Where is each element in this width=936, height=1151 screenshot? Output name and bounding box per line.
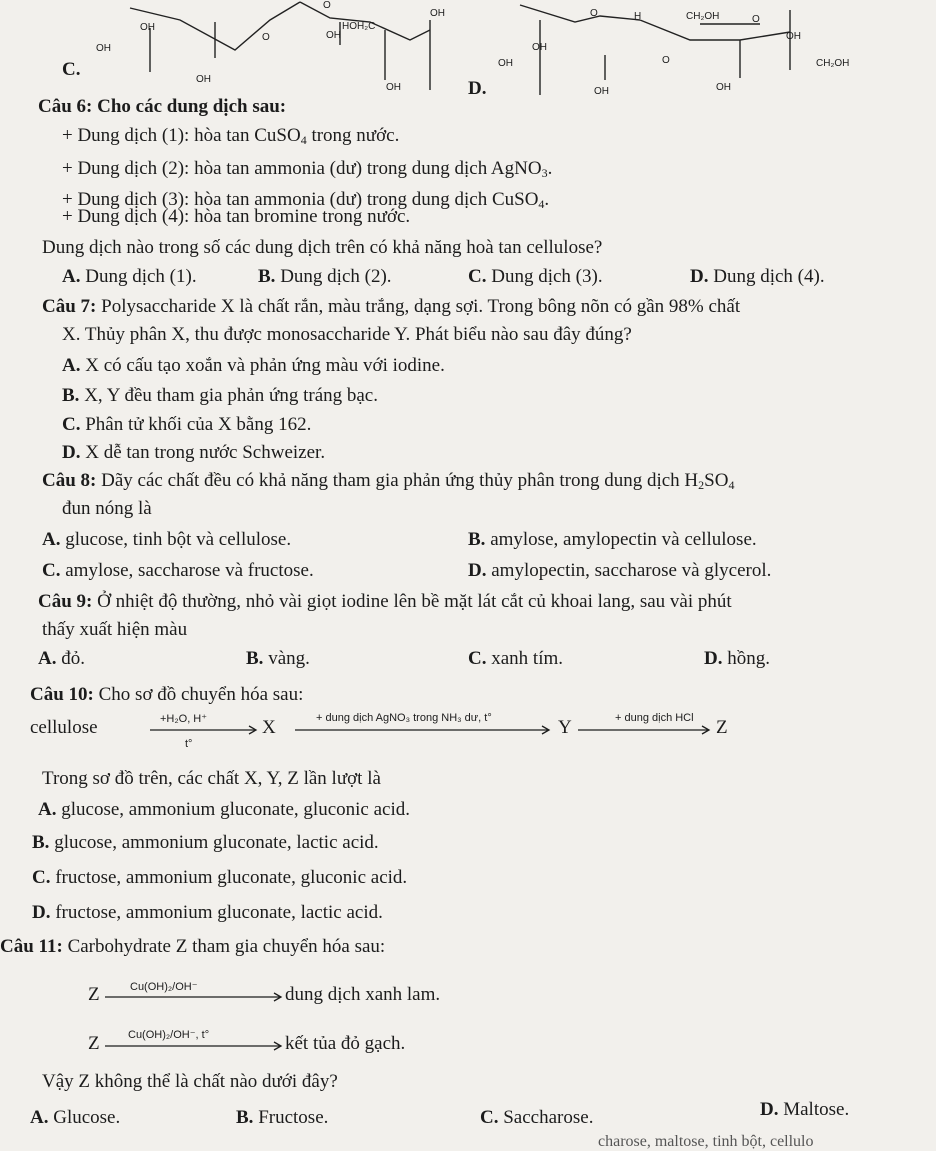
q6-title: Câu 6: <box>38 96 93 117</box>
option-text: hồng. <box>727 648 770 669</box>
q11-question: Vậy Z không thể là chất nào dưới đây? <box>42 1071 338 1092</box>
option-label: D. <box>468 560 487 581</box>
q7-line1-text: Polysaccharide X là chất rắn, màu trắng, dạng sợi. Trong bông nõn có gần 98% chất <box>101 296 741 317</box>
structure-c-oh-3: OH <box>196 74 211 85</box>
scheme-z: Z <box>716 717 728 738</box>
option-text: X có cấu tạo xoắn và phản ứng màu với iodine. <box>85 355 445 376</box>
option-label: D. <box>690 266 709 287</box>
q7-option-d[interactable] <box>62 442 325 464</box>
q11-heading <box>0 936 385 958</box>
structure-c-oh-6: OH <box>386 82 401 93</box>
option-label: C. <box>468 266 487 287</box>
q6-option-c[interactable] <box>468 266 603 288</box>
arrow-5 <box>105 1042 281 1050</box>
option-label: A. <box>30 1107 49 1128</box>
option-label: B. <box>32 832 50 853</box>
q10-question: Trong sơ đồ trên, các chất X, Y, Z lần lượt là <box>42 768 381 789</box>
option-text: Glucose. <box>53 1107 121 1128</box>
q8-h2so4-sub2: 4 <box>728 478 735 492</box>
q6-item-2-sub: 3 <box>541 166 548 180</box>
option-text: glucose, tinh bột và cellulose. <box>65 529 292 550</box>
structure-d-oh-3: OH <box>498 58 513 69</box>
structure-c-hoh2c: HOH₂C <box>342 21 376 32</box>
q11-option-d[interactable] <box>760 1099 849 1121</box>
q6-stem: Cho các dung dịch sau: <box>97 96 287 117</box>
option-label: D. <box>760 1099 779 1120</box>
q6-item-1-sub: 4 <box>300 133 307 147</box>
q7-option-a[interactable] <box>62 355 445 377</box>
q8-line-1 <box>42 470 734 492</box>
q9-line1-text: Ở nhiệt độ thường, nhỏ vài giọt iodine lên bề mặt lát cắt củ khoai lang, sau vài phút <box>97 591 732 612</box>
option-text: Fructose. <box>258 1107 329 1128</box>
q10-option-b[interactable] <box>32 832 379 854</box>
q6-heading <box>38 96 286 118</box>
q7-option-b[interactable] <box>62 385 378 407</box>
option-text: fructose, ammonium gluconate, gluconic acid. <box>55 867 408 888</box>
option-text: fructose, ammonium gluconate, lactic acid. <box>55 902 383 923</box>
option-label: A. <box>62 266 81 287</box>
scheme-arrow1-bottom: t° <box>185 738 193 750</box>
structure-d-oh-1: OH <box>532 42 547 53</box>
option-text: Dung dịch (1). <box>85 266 197 287</box>
q8-option-a[interactable] <box>42 529 291 551</box>
q6-item-3-text: + Dung dịch (3): hòa tan ammonia (dư) trong dung dịch CuSO <box>62 189 539 210</box>
q10-option-a[interactable] <box>38 799 410 821</box>
arrow-1 <box>150 726 256 734</box>
option-label: A. <box>42 529 61 550</box>
q6-item-1 <box>62 125 399 147</box>
q10-option-d[interactable] <box>32 902 383 924</box>
option-label: B. <box>246 648 264 669</box>
option-label: B. <box>258 266 276 287</box>
structure-c-oh-4: OH <box>326 30 341 41</box>
option-text: Dung dịch (3). <box>491 266 603 287</box>
option-label: B. <box>62 385 80 406</box>
q6-item-4-text: + Dung dịch (4): hòa tan bromine trong nước. <box>62 206 411 227</box>
structure-d-o-3: O <box>662 55 670 66</box>
q6-item-2-tail: . <box>547 158 553 179</box>
q9-line-2: thấy xuất hiện màu <box>42 619 188 640</box>
scheme-arrow3-top: + dung dịch HCl <box>615 712 694 724</box>
q8-title: Câu 8: <box>42 470 97 491</box>
option-text: Saccharose. <box>503 1107 594 1128</box>
q8-line-2: đun nóng là <box>62 498 152 519</box>
option-text: amylopectin, saccharose và glycerol. <box>491 560 772 581</box>
structure-d-oh-4: OH <box>594 86 609 97</box>
option-text: X, Y đều tham gia phản ứng tráng bạc. <box>84 385 378 406</box>
q7-title: Câu 7: <box>42 296 97 317</box>
option-text: vàng. <box>268 648 310 669</box>
option-label: C. <box>468 648 487 669</box>
structure-c-o-2: O <box>323 0 331 11</box>
structure-c-oh-2: OH <box>96 43 111 54</box>
structure-d-o-1: O <box>590 8 598 19</box>
q6-item-4 <box>62 206 410 228</box>
q6-item-2 <box>62 158 552 180</box>
reaction2-reagent: Cu(OH)₂/OH⁻, t° <box>128 1029 210 1041</box>
structure-d-o-2: O <box>752 14 760 25</box>
q10-heading <box>30 684 303 706</box>
q6-item-3-sub: 4 <box>538 197 545 211</box>
option-text: amylose, amylopectin và cellulose. <box>490 529 757 550</box>
q9-option-b[interactable] <box>246 648 310 670</box>
option-label: C. <box>480 1107 499 1128</box>
option-text: xanh tím. <box>491 648 564 669</box>
q6-option-b[interactable] <box>258 266 392 288</box>
option-text: Dung dịch (2). <box>280 266 392 287</box>
option-label: A. <box>38 648 57 669</box>
q9-option-c[interactable] <box>468 648 563 670</box>
arrow-4 <box>105 993 281 1001</box>
structure-c-o-1: O <box>262 32 270 43</box>
q8-option-d[interactable] <box>468 560 771 582</box>
q6-option-a[interactable] <box>62 266 197 288</box>
q11-option-b[interactable] <box>236 1107 328 1129</box>
structure-c-oh-1: OH <box>140 22 155 33</box>
q9-line-1 <box>38 591 732 613</box>
reaction2-product: kết tủa đỏ gạch. <box>285 1033 406 1054</box>
arrow-3 <box>578 726 709 734</box>
scheme-cellulose: cellulose <box>30 717 98 738</box>
q8-line1-text: Dãy các chất đều có khả năng tham gia phản ứng thủy phân trong dung dịch H <box>101 470 699 491</box>
q6-item-2-text: + Dung dịch (2): hòa tan ammonia (dư) trong dung dịch AgNO <box>62 158 542 179</box>
arrow-2 <box>295 726 549 734</box>
q7-option-c[interactable] <box>62 414 311 436</box>
structure-d-oh-5: OH <box>716 82 731 93</box>
option-text: Phân tử khối của X bằng 162. <box>85 414 312 435</box>
q6-item-3-tail: . <box>544 189 550 210</box>
structure-d-h: H <box>634 11 642 22</box>
footer-partial-text: charose, maltose, tinh bột, cellulo <box>598 1133 814 1150</box>
q8-h2so4-sub1: 2 <box>698 478 705 492</box>
option-label: C. <box>32 867 51 888</box>
reaction2-z: Z <box>88 1033 100 1054</box>
q6-question: Dung dịch nào trong số các dung dịch trên có khả năng hoà tan cellulose? <box>42 237 603 258</box>
q6-item-1-text: + Dung dịch (1): hòa tan CuSO <box>62 125 301 146</box>
q8-h2so4-mid: SO <box>704 470 729 491</box>
option-label: B. <box>468 529 486 550</box>
option-label: A. <box>62 355 81 376</box>
option-label: A. <box>38 799 57 820</box>
reaction1-z: Z <box>88 984 100 1005</box>
option-label: D. <box>32 902 51 923</box>
q9-option-a[interactable] <box>38 648 85 670</box>
q9-title: Câu 9: <box>38 591 93 612</box>
reaction1-reagent: Cu(OH)₂/OH⁻ <box>130 981 198 993</box>
option-text: glucose, ammonium gluconate, lactic acid. <box>54 832 379 853</box>
scheme-arrow1-top: +H₂O, H⁺ <box>160 713 208 725</box>
q7-line-1 <box>42 296 740 318</box>
structure-d-ch2oh-1: CH₂OH <box>686 11 720 22</box>
q7-line-2: X. Thủy phân X, thu được monosaccharide Y. Phát biểu nào sau đây đúng? <box>62 324 632 345</box>
q11-option-a[interactable] <box>30 1107 120 1129</box>
q10-title: Câu 10: <box>30 684 94 705</box>
option-text: đỏ. <box>61 648 85 669</box>
structure-d-label: D. <box>468 78 487 99</box>
q11-option-c[interactable] <box>480 1107 593 1129</box>
reaction1-product: dung dịch xanh lam. <box>285 984 441 1005</box>
option-text: X dễ tan trong nước Schweizer. <box>85 442 326 463</box>
q10-option-c[interactable] <box>32 867 407 889</box>
option-label: D. <box>704 648 723 669</box>
q11-title: Câu 11: <box>0 936 63 957</box>
q6-item-1-tail: trong nước. <box>306 125 400 146</box>
scheme-y: Y <box>558 717 572 738</box>
scheme-x: X <box>262 717 276 738</box>
q9-option-d[interactable] <box>704 648 770 670</box>
structure-c-oh-5: OH <box>430 8 445 19</box>
structure-d-ch2oh-2: CH₂OH <box>816 58 850 69</box>
q8-option-c[interactable] <box>42 560 314 582</box>
option-label: D. <box>62 442 81 463</box>
q11-stem: Carbohydrate Z tham gia chuyển hóa sau: <box>67 936 386 957</box>
q6-option-d[interactable] <box>690 266 825 288</box>
option-label: B. <box>236 1107 254 1128</box>
scheme-arrow2-top: + dung dịch AgNO₃ trong NH₃ dư, t° <box>316 712 492 724</box>
option-text: amylose, saccharose và fructose. <box>65 560 314 581</box>
q10-stem: Cho sơ đồ chuyển hóa sau: <box>98 684 304 705</box>
option-text: Maltose. <box>783 1099 850 1120</box>
option-label: C. <box>62 414 81 435</box>
structure-c-label: C. <box>62 59 81 80</box>
option-text: Dung dịch (4). <box>713 266 825 287</box>
structure-d-oh-2: OH <box>786 31 801 42</box>
q8-option-b[interactable] <box>468 529 757 551</box>
option-label: C. <box>42 560 61 581</box>
option-text: glucose, ammonium gluconate, gluconic acid. <box>61 799 410 820</box>
